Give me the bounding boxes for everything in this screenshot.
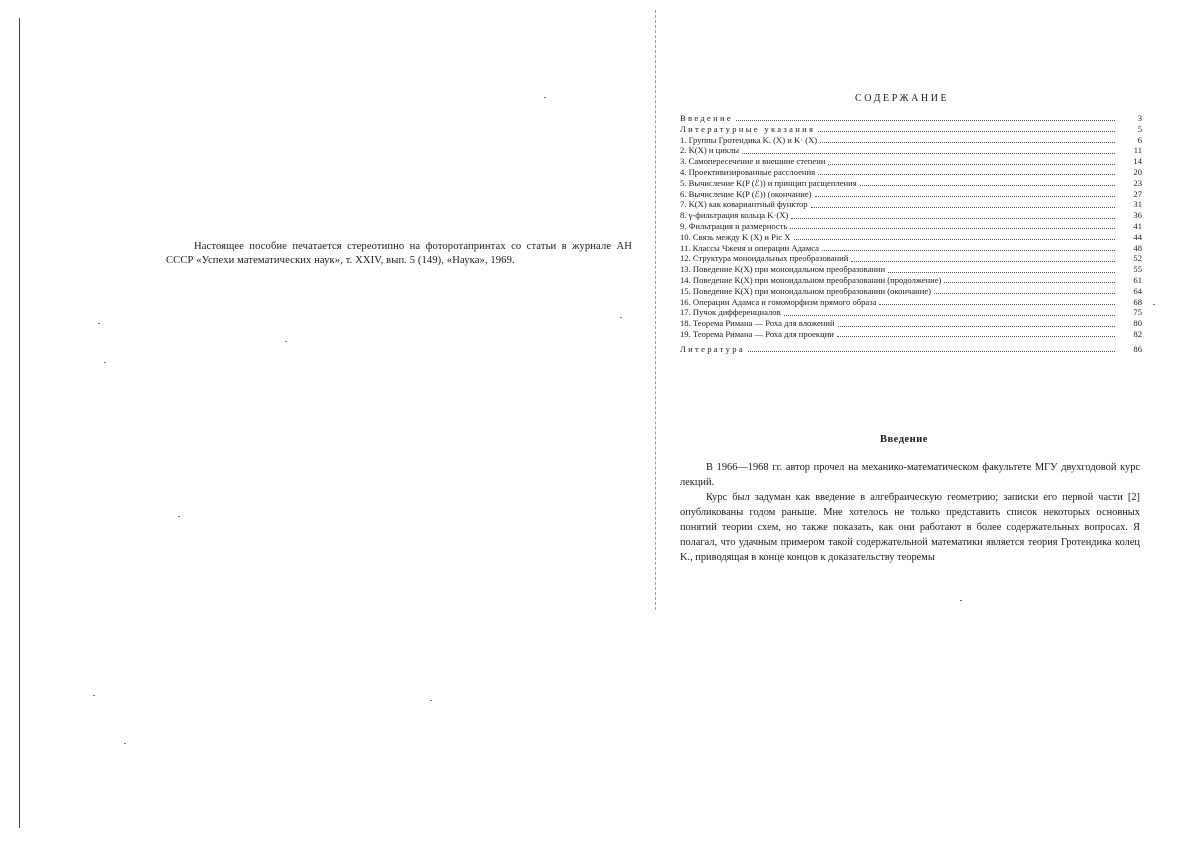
scan-speck bbox=[98, 323, 100, 324]
intro-text bbox=[680, 460, 1140, 565]
toc-entry-label: 11. Классы Чженя и операции Адамса bbox=[680, 242, 819, 253]
toc-entry bbox=[680, 344, 1142, 355]
toc-entry bbox=[680, 221, 1142, 232]
toc-entry bbox=[680, 253, 1142, 264]
publication-note: Настоящее пособие печатается стереотипно на фоторотапринтах со статьи в журнале АН СССР «Успехи математических наук», т. XXIV, вып. 5 (149), «Наука», 1969. bbox=[166, 241, 632, 266]
toc-leader-dots bbox=[837, 335, 1115, 337]
toc-leader-dots bbox=[879, 303, 1115, 305]
toc-entry-page: 20 bbox=[1133, 166, 1142, 177]
toc-leader-dots bbox=[815, 195, 1115, 197]
intro-paragraph: Курс был задуман как введение в алгебраическую геометрию; записки его первой части [2] опубликованы годом раньше. Мне хотелось не только представить список некоторых основных понятий теории схем, но также показать, как они работают в более содержательных вопросах. Я полагал, что удачным примером такой содержательной математики является теория Гротендика колец K., приводящая в конце концов к доказательству теоремы bbox=[680, 492, 1140, 563]
scan-speck bbox=[285, 341, 287, 342]
toc-entry-page: 64 bbox=[1133, 285, 1142, 296]
toc-entry-page: 75 bbox=[1133, 307, 1142, 318]
toc-entry-label: 1. Группы Гротендика K. (X) и K· (X) bbox=[680, 134, 818, 145]
toc-leader-dots bbox=[818, 173, 1115, 175]
toc-entry bbox=[680, 199, 1142, 210]
scan-speck bbox=[430, 700, 432, 701]
toc-entry-page: 80 bbox=[1133, 318, 1142, 329]
toc-entry bbox=[680, 307, 1142, 318]
toc-entry bbox=[680, 264, 1142, 275]
toc-leader-dots bbox=[748, 350, 1115, 352]
toc-entry-label: Литература bbox=[680, 343, 745, 354]
scan-speck bbox=[178, 516, 180, 517]
toc-leader-dots bbox=[742, 152, 1115, 154]
toc-entry-page: 61 bbox=[1133, 274, 1142, 285]
toc-entry bbox=[680, 329, 1142, 340]
toc-entry-page: 5 bbox=[1137, 123, 1142, 134]
toc-entry bbox=[680, 286, 1142, 297]
scan-speck bbox=[544, 97, 546, 98]
toc-entry-label: Литературные указания bbox=[680, 123, 816, 134]
toc-entry-page: 55 bbox=[1133, 264, 1142, 275]
scan-speck bbox=[124, 743, 126, 744]
toc-entry-label: 10. Связь между K (X) и Pic X bbox=[680, 231, 791, 242]
toc-leader-dots bbox=[811, 206, 1115, 208]
intro-heading: Введение bbox=[880, 434, 928, 445]
scan-speck bbox=[93, 695, 95, 696]
toc-leader-dots bbox=[791, 217, 1115, 219]
toc-entry-page: 48 bbox=[1133, 242, 1142, 253]
toc-leader-dots bbox=[934, 292, 1115, 294]
toc-entry bbox=[680, 189, 1142, 200]
toc-entry-label: 16. Операции Адамса и гомоморфизм прямого образа bbox=[680, 296, 877, 307]
toc-entry-label: 4. Проективизированные расслоения bbox=[680, 166, 816, 177]
toc-entry-page: 82 bbox=[1133, 328, 1142, 339]
toc-entry-page: 6 bbox=[1137, 134, 1142, 145]
toc-leader-dots bbox=[838, 325, 1115, 327]
toc-entry bbox=[680, 124, 1142, 135]
toc-entry bbox=[680, 113, 1142, 124]
page-edge-line bbox=[19, 18, 20, 828]
toc-entry-page: 11 bbox=[1133, 145, 1142, 156]
toc-entry-label: 15. Поведение K(X) при моноидальном преобразовании (окончание) bbox=[680, 285, 932, 296]
toc-entry bbox=[680, 167, 1142, 178]
scan-speck bbox=[620, 317, 622, 318]
toc-entry bbox=[680, 135, 1142, 146]
toc-leader-dots bbox=[794, 238, 1115, 240]
toc-entry-page: 27 bbox=[1133, 188, 1142, 199]
toc-entry-label: 6. Вычисление K(P (ℰ)) (окончание) bbox=[680, 188, 812, 199]
toc-entry-page: 44 bbox=[1133, 231, 1142, 242]
toc-entry bbox=[680, 275, 1142, 286]
toc-entry bbox=[680, 156, 1142, 167]
intro-paragraph: В 1966—1968 гг. автор прочел на механико-математическом факультете МГУ двухгодовой курс лекций. bbox=[680, 462, 1140, 488]
toc-entry-label: 5. Вычисление K(P (ℰ)) и принцип расщепления bbox=[680, 177, 857, 188]
toc-entry-page: 52 bbox=[1133, 253, 1142, 264]
toc-entry-label: 13. Поведение K(X) при моноидальном преобразовании bbox=[680, 264, 886, 275]
toc-entry-label: 14. Поведение K(X) при моноидальном преобразовании (продолжение) bbox=[680, 274, 942, 285]
toc-leader-dots bbox=[736, 119, 1115, 121]
toc-entry-label: Введение bbox=[680, 113, 734, 123]
scan-speck bbox=[104, 362, 106, 363]
toc-title: СОДЕРЖАНИЕ bbox=[855, 93, 950, 104]
toc-entry bbox=[680, 232, 1142, 243]
toc-entry-label: 9. Фильтрация и размерность bbox=[680, 220, 788, 231]
toc-entry-label: 2. K(X) и циклы bbox=[680, 145, 740, 156]
toc-leader-dots bbox=[784, 314, 1115, 316]
toc-entry-label: 3. Самопересечение и внешние степени bbox=[680, 156, 826, 167]
toc-entry bbox=[680, 243, 1142, 254]
toc-entry-page: 68 bbox=[1133, 296, 1142, 307]
toc-entry-label: 8. γ-фильтрация кольца K·(X) bbox=[680, 210, 789, 221]
toc-leader-dots bbox=[828, 163, 1115, 165]
toc-leader-dots bbox=[851, 260, 1115, 262]
toc-entry-label: 17. Пучок дифференциалов bbox=[680, 307, 781, 318]
toc-entry bbox=[680, 297, 1142, 308]
toc-entry-page: 14 bbox=[1133, 156, 1142, 167]
toc-leader-dots bbox=[860, 184, 1115, 186]
toc-leader-dots bbox=[944, 281, 1115, 283]
toc-entry bbox=[680, 145, 1142, 156]
toc-entry-page: 23 bbox=[1133, 177, 1142, 188]
toc-leader-dots bbox=[790, 227, 1115, 229]
toc-entry-page: 86 bbox=[1133, 343, 1142, 354]
toc-entry-label: 18. Теорема Римана — Роха для вложений bbox=[680, 318, 835, 329]
toc-entry-label: 7. K(X) как ковариантный функтор bbox=[680, 199, 808, 210]
toc-entry bbox=[680, 210, 1142, 221]
toc-leader-dots bbox=[820, 141, 1115, 143]
toc-entry bbox=[680, 178, 1142, 189]
toc-entry-page: 41 bbox=[1133, 220, 1142, 231]
toc-leader-dots bbox=[822, 249, 1115, 251]
table-of-contents bbox=[680, 113, 1142, 355]
toc-entry-page: 36 bbox=[1133, 210, 1142, 221]
toc-entry-label: 19. Теорема Римана — Роха для проекции bbox=[680, 328, 834, 339]
toc-leader-dots bbox=[888, 271, 1115, 273]
toc-entry-page: 3 bbox=[1137, 113, 1142, 123]
toc-entry-page: 31 bbox=[1133, 199, 1142, 210]
toc-entry-label: 12. Структура моноидальных преобразований bbox=[680, 253, 849, 264]
toc-entry bbox=[680, 318, 1142, 329]
toc-leader-dots bbox=[818, 130, 1115, 132]
